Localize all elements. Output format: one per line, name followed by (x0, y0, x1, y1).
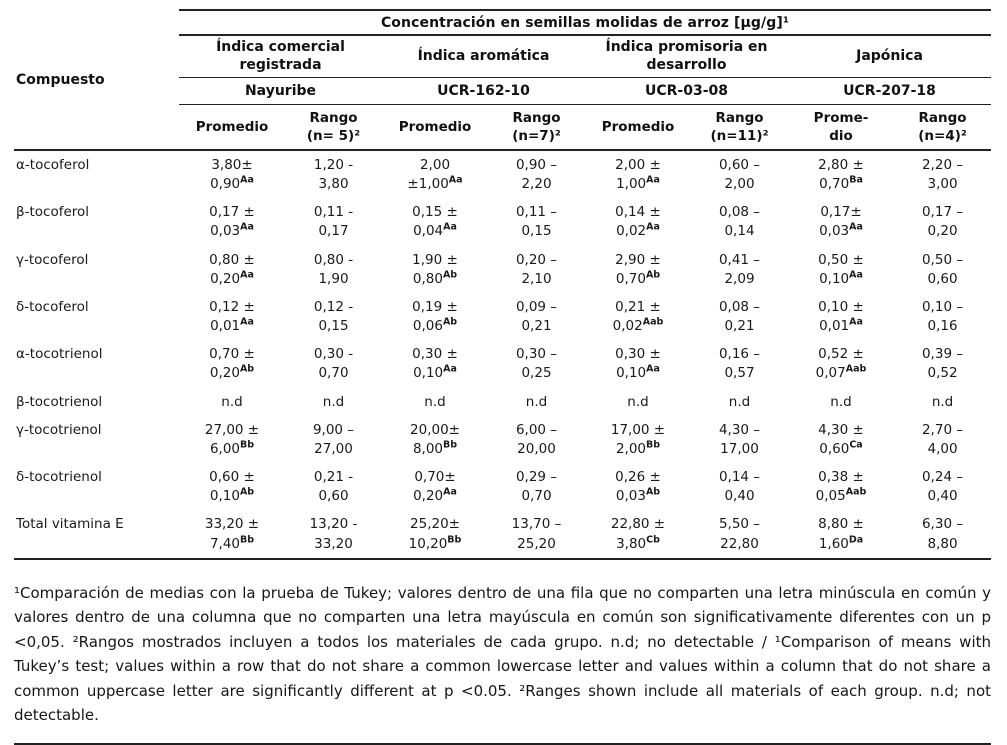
value-line-1: 0,11 – (515, 204, 558, 221)
value-line-1: 20,00± (410, 421, 460, 438)
value-line-2: 0,40 (724, 488, 755, 505)
variety-header-ucr-03-08: UCR-03-08 (585, 77, 788, 104)
table-row (14, 198, 991, 245)
value-line-2: $10,20^{Bb}$ (408, 534, 462, 552)
value-line-2: $0,03^{Aa}$ (819, 221, 863, 240)
value-line-1: 27,00 ± (204, 421, 260, 438)
tukey-letter-superscript: Bb (240, 439, 255, 451)
table-row (14, 340, 991, 387)
table-row (14, 388, 991, 416)
rango-cell (691, 510, 788, 558)
value-line-2: $1,00^{Aa}$ (616, 174, 660, 193)
value-line-2: 20,00 (517, 440, 556, 457)
group-header-indica-aromatica: Índica aromática (382, 35, 585, 77)
rango-cell (285, 340, 382, 387)
value-line-2: $8,00^{Bb}$ (412, 439, 458, 457)
rango-cell (285, 246, 382, 293)
promedio-cell (382, 293, 488, 340)
value-line-2: 0,60 (318, 488, 349, 505)
promedio-cell (585, 510, 691, 558)
subheader-promedio: Promedio (179, 104, 285, 150)
rango-cell (894, 198, 991, 245)
variety-header-ucr-162-10: UCR-162-10 (382, 77, 585, 104)
value-line-1: 1,90 ± (412, 251, 458, 268)
value-line-2: $0,20^{Aa}$ (210, 269, 254, 287)
value-line-1: 0,09 – (515, 298, 558, 315)
rango-cell (894, 246, 991, 293)
promedio-cell (788, 416, 894, 463)
value-line-2: 3,00 (927, 176, 958, 193)
value-line-2: 8,80 (927, 535, 958, 552)
tukey-letter-superscript: Bb (443, 439, 458, 451)
value-line-2: $0,70^{Ab}$ (615, 269, 661, 287)
value-line-1: 5,50 – (718, 516, 761, 533)
rango-cell (488, 463, 585, 510)
value-line-1: 0,30 – (515, 346, 558, 363)
value-line-1: 0,50 ± (818, 251, 864, 268)
value-line-1: 13,70 – (511, 516, 562, 533)
value-line-2: $3,80^{Cb}$ (616, 534, 660, 552)
value-line-2: 0,70 (318, 365, 349, 382)
value-line-1: 0,14 ± (615, 204, 661, 221)
value-line-2: 3,80 (318, 176, 349, 193)
rango-cell (894, 150, 991, 198)
table-body (14, 150, 991, 559)
promedio-cell (788, 246, 894, 293)
value-line-2: $0,01^{Aa}$ (210, 316, 254, 335)
value-line-1: 0,14 – (718, 469, 761, 486)
value-line-1: 2,70 – (921, 421, 964, 438)
promedio-cell (585, 198, 691, 245)
rango-cell (285, 150, 382, 198)
value-line-1: 2,00 (419, 157, 451, 173)
rango-cell (488, 340, 585, 387)
rango-cell (285, 416, 382, 463)
value-line-1: 4,30 ± (818, 421, 864, 438)
tukey-letter-superscript: Aa (240, 269, 254, 281)
compound-name: δ-tocotrienol (16, 469, 102, 486)
compound-column-header: Compuesto (14, 10, 179, 150)
value-line-1: 2,20 – (921, 157, 964, 173)
tukey-letter-superscript: Aa (849, 269, 863, 281)
value-line-1: 0,08 – (718, 204, 761, 221)
promedio-cell (788, 463, 894, 510)
promedio-cell (382, 510, 488, 558)
rango-cell (488, 388, 585, 416)
value-line-1: 2,90 ± (615, 251, 661, 268)
value-line-1: n.d (221, 393, 243, 410)
value-line-2: $0,10^{Ab}$ (209, 486, 255, 505)
value-line-2: $0,02^{Aa}$ (616, 221, 660, 240)
rango-cell (894, 510, 991, 558)
value-line-1: 0,24 – (921, 469, 964, 486)
value-line-1: n.d (322, 393, 345, 410)
promedio-cell (382, 198, 488, 245)
tukey-letter-superscript: Aab (845, 486, 867, 498)
group-header-indica-promisoria: Índica promisoria en desarrollo (585, 35, 788, 77)
value-line-2: $0,10^{Aa}$ (819, 269, 863, 287)
tukey-letter-superscript: Aa (646, 221, 660, 233)
vitamin-e-table (14, 9, 991, 560)
promedio-cell (179, 198, 285, 245)
value-line-2: $0,03^{Ab}$ (615, 486, 661, 505)
value-line-1: 0,19 ± (412, 298, 458, 315)
value-line-2: $0,70^{Ba}$ (819, 174, 863, 193)
tukey-letter-superscript: Aa (646, 174, 660, 186)
value-line-1: 2,00 ± (615, 157, 661, 173)
rango-cell (894, 388, 991, 416)
promedio-cell (179, 246, 285, 293)
value-line-2: $0,90^{Aa}$ (210, 174, 254, 193)
value-line-1: 22,80 ± (610, 516, 666, 533)
value-line-1: 0,17 – (921, 204, 964, 221)
value-line-2: 0,25 (521, 365, 552, 382)
promedio-cell (382, 416, 488, 463)
table-row (14, 150, 991, 198)
value-line-2: $0,03^{Aa}$ (210, 221, 254, 240)
rango-cell (285, 198, 382, 245)
promedio-cell (382, 246, 488, 293)
promedio-cell (179, 340, 285, 387)
value-line-2: $6,00^{Bb}$ (209, 439, 255, 457)
value-line-1: 0,41 – (718, 251, 761, 268)
title-row (14, 10, 991, 35)
value-line-1: 0,39 – (921, 346, 964, 363)
value-line-1: 0,30 - (313, 346, 354, 363)
value-line-1: 0,21 - (313, 469, 354, 486)
tukey-letter-superscript: Bb (240, 534, 255, 545)
value-line-1: 0,21 ± (615, 298, 661, 315)
value-line-1: 0,20 – (515, 251, 558, 268)
promedio-cell (382, 463, 488, 510)
value-line-2: $0,07^{Aab}$ (815, 363, 867, 382)
table-row (14, 246, 991, 293)
promedio-cell (382, 150, 488, 198)
promedio-cell (179, 510, 285, 558)
value-line-1: 0,50 – (921, 251, 964, 268)
promedio-cell (585, 463, 691, 510)
rango-cell (285, 293, 382, 340)
value-line-2: 2,10 (521, 270, 552, 287)
value-line-2: $0,04^{Aa}$ (413, 221, 457, 240)
value-line-1: 0,52 ± (818, 346, 864, 363)
value-line-1: 25,20± (410, 516, 460, 533)
rango-cell (691, 150, 788, 198)
promedio-cell (585, 150, 691, 198)
tukey-letter-superscript: Aa (443, 221, 457, 233)
subheader-promedio: Promedio (382, 104, 488, 150)
value-line-1: 0,12 - (313, 298, 354, 315)
value-line-1: 0,70 ± (209, 346, 255, 363)
value-line-2: $0,01^{Aa}$ (819, 316, 863, 335)
value-line-1: 13,20 - (309, 516, 358, 533)
value-line-2: $0,02^{Aab}$ (612, 316, 664, 335)
rango-cell (691, 293, 788, 340)
promedio-cell (179, 150, 285, 198)
rango-cell (285, 388, 382, 416)
tukey-letter-superscript: Ab (645, 486, 661, 498)
value-line-2: 0,21 (724, 318, 755, 335)
promedio-cell (179, 293, 285, 340)
value-line-2: 22,80 (720, 535, 759, 552)
value-line-1: 1,20 - (313, 157, 354, 173)
value-line-2: 25,20 (517, 535, 556, 552)
subheader-promedio: Promedio (585, 104, 691, 150)
tukey-letter-superscript: Da (848, 534, 864, 545)
value-line-1: 0,80 ± (209, 251, 255, 268)
table-row (14, 510, 991, 558)
rango-cell (691, 416, 788, 463)
promedio-cell (788, 150, 894, 198)
value-line-1: 4,30 – (718, 421, 761, 438)
value-line-2: 0,21 (521, 318, 552, 335)
value-line-1: 0,08 – (718, 298, 761, 315)
value-line-2: 0,52 (927, 365, 958, 382)
value-line-1: 0,60 – (718, 157, 761, 173)
value-line-1: n.d (830, 393, 852, 410)
table-row (14, 463, 991, 510)
promedio-cell (382, 388, 488, 416)
compound-name: γ-tocoferol (16, 251, 89, 268)
rango-cell (691, 463, 788, 510)
compound-name: δ-tocoferol (16, 298, 89, 315)
tukey-letter-superscript: Ca (849, 439, 863, 451)
value-line-1: 0,26 ± (615, 469, 661, 486)
value-line-2: $0,80^{Ab}$ (412, 269, 458, 287)
value-line-2: 17,00 (720, 440, 759, 457)
value-line-2: 33,20 (314, 535, 353, 552)
value-line-1: 0,11 - (313, 204, 354, 221)
tukey-letter-superscript: Aab (845, 363, 867, 375)
group-header-indica-comercial: Índica comercial registrada (179, 35, 382, 77)
value-line-2: $0,06^{Ab}$ (412, 316, 458, 335)
value-line-1: n.d (931, 393, 954, 410)
promedio-cell (382, 340, 488, 387)
compound-name: α-tocoferol (16, 157, 90, 173)
value-line-1: 0,16 – (718, 346, 761, 363)
rango-cell (894, 340, 991, 387)
subheader-rango: Rango (n=11)² (691, 104, 788, 150)
value-line-2: 2,20 (521, 176, 552, 193)
promedio-cell (585, 340, 691, 387)
value-line-2: $1,60^{Da}$ (818, 534, 864, 552)
tukey-letter-superscript: Aa (443, 363, 457, 375)
promedio-cell (179, 388, 285, 416)
value-line-1: 8,80 ± (818, 516, 864, 533)
variety-header-nayuribe: Nayuribe (179, 77, 382, 104)
tukey-letter-superscript: Aa (849, 221, 863, 233)
tukey-letter-superscript: Aa (240, 316, 254, 328)
value-line-1: 0,10 ± (818, 298, 864, 315)
group-header-japonica: Japónica (788, 35, 991, 77)
subheader-rango: Rango (n= 5)² (285, 104, 382, 150)
value-line-2: 0,17 (318, 223, 349, 240)
value-line-2: $0,10^{Aa}$ (616, 363, 660, 382)
subheader-promedio: Prome- dio (788, 104, 894, 150)
rango-cell (285, 510, 382, 558)
value-line-1: 33,20 ± (204, 516, 260, 533)
value-line-1: 0,29 – (515, 469, 558, 486)
value-line-1: 0,60 ± (209, 469, 255, 486)
rango-cell (894, 293, 991, 340)
rango-cell (488, 246, 585, 293)
promedio-cell (585, 293, 691, 340)
tukey-letter-superscript: Ab (645, 269, 661, 281)
tukey-letter-superscript: Bb (447, 534, 462, 545)
value-line-1: 2,80 ± (818, 157, 864, 173)
value-line-2: $0,20^{Aa}$ (413, 486, 457, 505)
rango-cell (691, 246, 788, 293)
subheader-rango: Rango (n=4)² (894, 104, 991, 150)
rango-cell (488, 150, 585, 198)
tukey-letter-superscript: Cb (646, 534, 660, 545)
value-line-1: 0,30 ± (615, 346, 661, 363)
value-line-1: n.d (627, 393, 649, 410)
promedio-cell (788, 293, 894, 340)
value-line-1: 0,90 – (515, 157, 558, 173)
table-footnote: ¹Comparación de medias con la prueba de Tukey; valores dentro de una fila que no comparten una letra minúscula en común y valores dentro de una columna que no comparten una letra mayúscula en común son significativamente diferentes con un p <0,05. ²Rangos mostrados incluyen a todos los materiales de cada grupo. n.d; no detectable / ¹Comparison of means with Tukey’s test; values within a row that do not share a common lowercase letter and values within a column that do not share a common uppercase letter are significantly different at p <0.05. ²Ranges shown include all materials of each group. n.d; not detectable. (14, 581, 991, 745)
value-line-1: 17,00 ± (610, 421, 666, 438)
tukey-letter-superscript: Ab (442, 269, 458, 281)
promedio-cell (179, 463, 285, 510)
promedio-cell (788, 388, 894, 416)
value-line-1: 0,10 – (921, 298, 964, 315)
value-line-1: 0,38 ± (818, 469, 864, 486)
value-line-2: 0,14 (724, 223, 755, 240)
rango-cell (488, 416, 585, 463)
value-line-2: 2,00 (724, 176, 755, 193)
rango-cell (691, 388, 788, 416)
promedio-cell (585, 246, 691, 293)
value-line-2: $2,00^{Bb}$ (615, 439, 661, 457)
rango-cell (894, 463, 991, 510)
value-line-2: 0,57 (724, 365, 755, 382)
tukey-letter-superscript: Aa (448, 174, 463, 186)
compound-name: Total vitamina E (14, 510, 179, 558)
value-line-2: 2,09 (724, 270, 755, 287)
compound-name: γ-tocotrienol (16, 421, 102, 438)
value-line-1: 3,80± (211, 157, 253, 173)
value-line-2: 0,15 (521, 223, 552, 240)
value-line-1: 9,00 – (312, 421, 355, 438)
value-line-1: 6,30 – (921, 516, 964, 533)
tukey-letter-superscript: Aa (443, 486, 457, 498)
value-line-1: 0,17± (820, 204, 862, 221)
value-line-2: $0,10^{Aa}$ (413, 363, 457, 382)
value-line-1: 0,70± (414, 469, 456, 486)
rango-cell (691, 198, 788, 245)
value-line-2: $0,05^{Aab}$ (815, 486, 867, 505)
tukey-letter-superscript: Ba (849, 174, 863, 186)
promedio-cell (179, 416, 285, 463)
value-line-1: 0,30 ± (412, 346, 458, 363)
value-line-2: 0,40 (927, 488, 958, 505)
table-row (14, 293, 991, 340)
value-line-2: $0,20^{Ab}$ (209, 363, 255, 382)
promedio-cell (788, 510, 894, 558)
promedio-cell (788, 198, 894, 245)
value-line-2: 1,90 (318, 270, 349, 287)
rango-cell (691, 340, 788, 387)
value-line-2: 0,20 (927, 223, 958, 240)
tukey-letter-superscript: Aa (646, 363, 660, 375)
value-line-1: 0,12 ± (209, 298, 255, 315)
rango-cell (488, 510, 585, 558)
compound-name: α-tocotrienol (16, 346, 103, 363)
tukey-letter-superscript: Ab (239, 486, 255, 498)
value-line-2: $7,40^{Bb}$ (209, 534, 255, 552)
tukey-letter-superscript: Ab (239, 363, 255, 375)
value-line-2: 27,00 (314, 440, 353, 457)
tukey-letter-superscript: Ab (442, 316, 458, 328)
tukey-letter-superscript: Aa (240, 174, 254, 186)
rango-cell (285, 463, 382, 510)
promedio-cell (585, 416, 691, 463)
table-title: Concentración en semillas molidas de arroz [µg/g]¹ (179, 10, 991, 35)
value-line-1: 0,17 ± (209, 204, 255, 221)
subheader-rango: Rango (n=7)² (488, 104, 585, 150)
table-row (14, 416, 991, 463)
value-line-2: 0,16 (927, 318, 958, 335)
rango-cell (488, 198, 585, 245)
value-line-1: 0,80 - (313, 251, 354, 268)
rango-cell (894, 416, 991, 463)
tukey-letter-superscript: Aa (240, 221, 254, 233)
value-line-2: 0,70 (521, 488, 552, 505)
value-line-2: 4,00 (927, 440, 958, 457)
value-line-1: n.d (424, 393, 446, 410)
promedio-cell (585, 388, 691, 416)
value-line-2: 0,60 (927, 270, 958, 287)
compound-name: β-tocoferol (16, 204, 90, 221)
value-line-1: 6,00 – (515, 421, 558, 438)
value-line-2: 0,15 (318, 318, 349, 335)
tukey-letter-superscript: Aa (849, 316, 863, 328)
value-line-1: 0,15 ± (412, 204, 458, 221)
variety-header-ucr-207-18: UCR-207-18 (788, 77, 991, 104)
promedio-cell (788, 340, 894, 387)
tukey-letter-superscript: Bb (646, 439, 661, 451)
value-line-1: n.d (728, 393, 751, 410)
compound-name: β-tocotrienol (16, 393, 103, 410)
value-line-1: n.d (525, 393, 548, 410)
tukey-letter-superscript: Aab (642, 316, 664, 328)
rango-cell (488, 293, 585, 340)
value-line-2: $\pm 1,00^{Aa}$ (407, 174, 463, 193)
value-line-2: $0,60^{Ca}$ (819, 439, 863, 457)
